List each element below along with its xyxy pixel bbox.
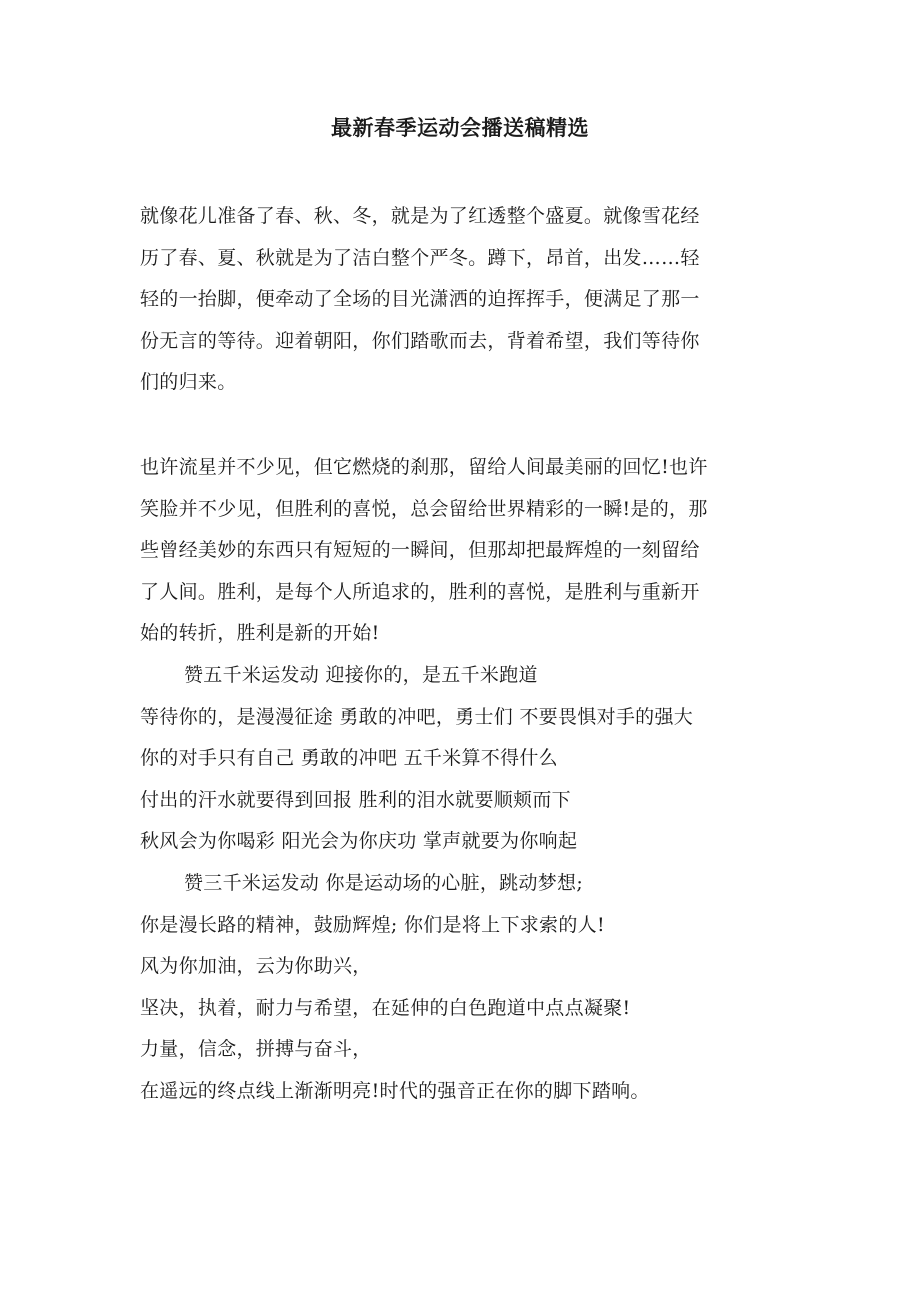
paragraph-4: [140, 863, 780, 1113]
paragraph-line: 力量，信念，拼搏与奋斗，: [140, 1038, 372, 1061]
paragraph-line: 赞五千米运发动 迎接你的，是五千米跑道: [184, 664, 538, 686]
paragraph-line: 始的转折，胜利是新的开始!: [140, 622, 380, 645]
paragraph-line: 秋风会为你喝彩 阳光会为你庆功 掌声就要为你响起: [140, 830, 578, 853]
paragraph-line: 等待你的，是漫漫征途 勇敢的冲吧，勇士们 不要畏惧对手的强大: [140, 705, 694, 728]
paragraph-2: [140, 447, 780, 655]
paragraph-line: 赞三千米运发动 你是运动场的心脏，跳动梦想;: [184, 872, 584, 894]
paragraph-line: 份无言的等待。迎着朝阳，你们踏歌而去，背着希望，我们等待你: [140, 329, 700, 352]
document-title: 最新春季运动会播送稿精选: [331, 116, 589, 140]
paragraph-line: 也许流星并不少见，但它燃烧的刹那，留给人间最美丽的回忆!也许: [140, 456, 708, 478]
paragraph-line: 就像花儿准备了春、秋、冬，就是为了红透整个盛夏。就像雪花经: [140, 205, 700, 227]
paragraph-line: 们的归来。: [140, 371, 237, 394]
paragraph-line: 你的对手只有自己 勇敢的冲吧 五千米算不得什么: [140, 747, 558, 770]
paragraph-line: 坚决，执着，耐力与希望，在延伸的白色跑道中点点凝聚!: [140, 996, 631, 1019]
paragraph-line: 了人间。胜利，是每个人所追求的，胜利的喜悦，是胜利与重新开: [140, 580, 700, 603]
paragraph-line: 你是漫长路的精神，鼓励辉煌; 你们是将上下求索的人!: [140, 913, 605, 936]
paragraph-line: 历了春、夏、秋就是为了洁白整个严冬。蹲下，昂首，出发……轻: [140, 246, 700, 269]
paragraph-line: 付出的汗水就要得到回报 胜利的泪水就要顺颊而下: [140, 788, 571, 811]
paragraph-line: 风为你加油，云为你助兴，: [140, 955, 372, 978]
paragraph-line: 笑脸并不少见，但胜利的喜悦，总会留给世界精彩的一瞬!是的，那: [140, 497, 708, 520]
paragraph-3: [140, 655, 780, 863]
paragraph-line: 在遥远的终点线上渐渐明亮!时代的强音正在你的脚下踏响。: [140, 1079, 650, 1102]
paragraph-line: 轻的一抬脚，便牵动了全场的目光潇洒的迫挥挥手，便满足了那一: [140, 288, 700, 311]
paragraph-line: 些曾经美妙的东西只有短短的一瞬间，但那却把最辉煌的一刻留给: [140, 539, 700, 562]
paragraph-1: [140, 196, 780, 404]
